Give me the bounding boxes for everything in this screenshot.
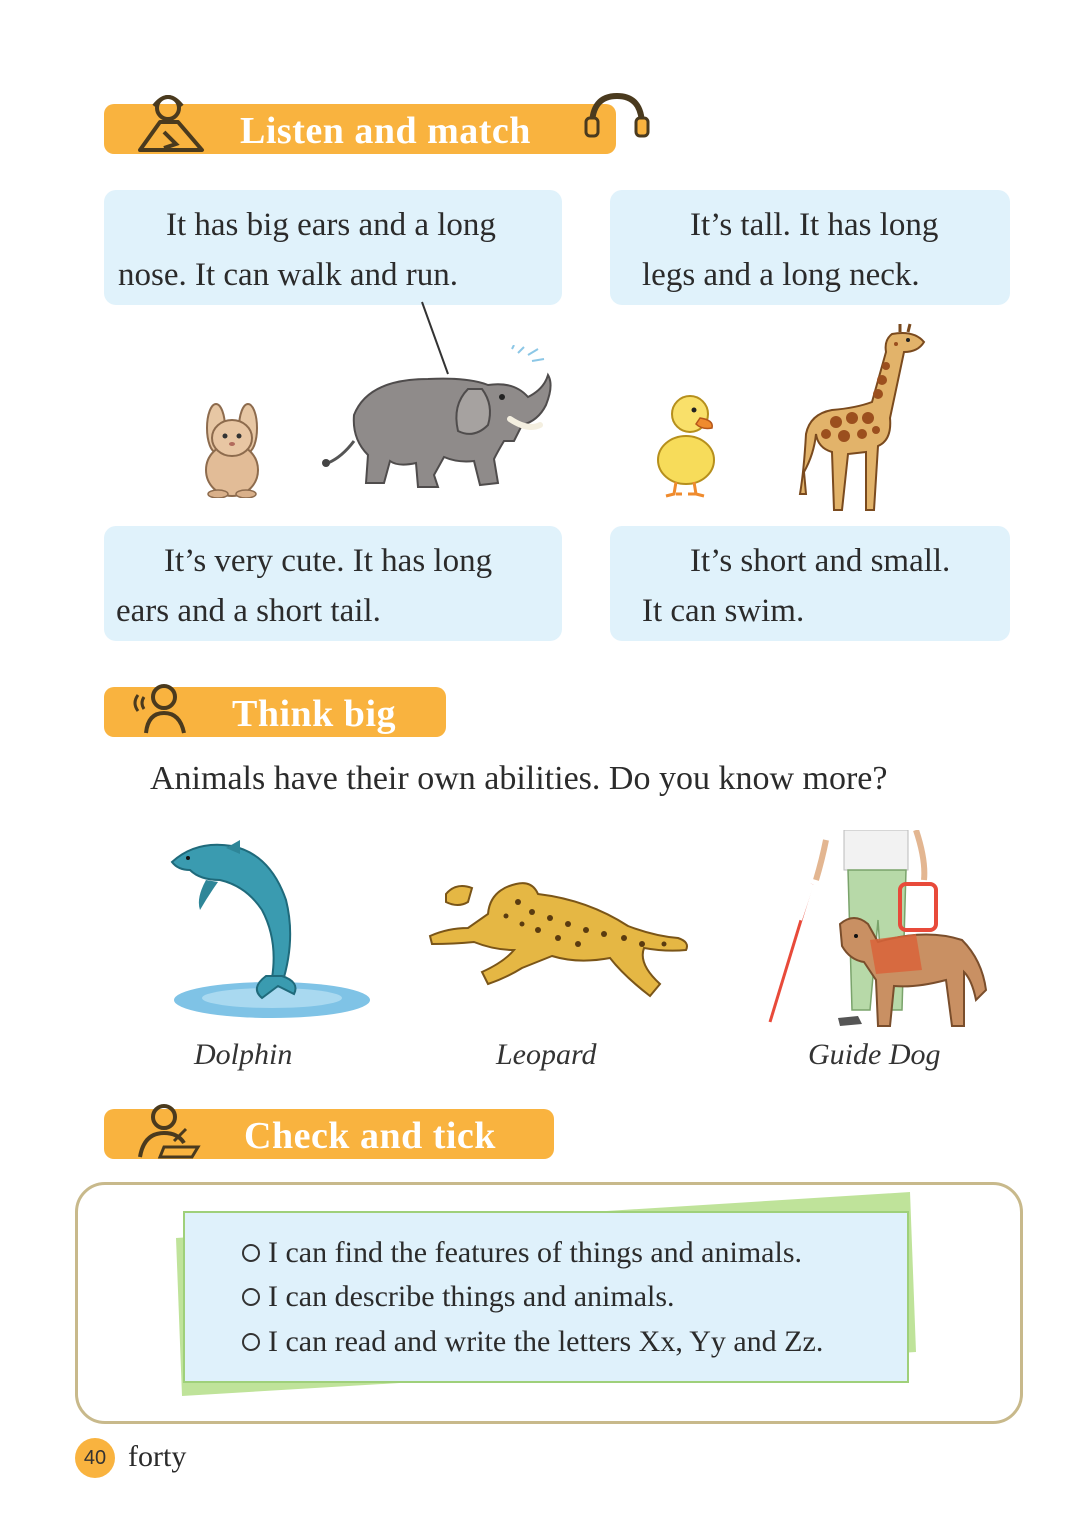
- duck-illustration: [652, 390, 720, 498]
- listen-title: Listen and match: [240, 110, 531, 152]
- checklist-item[interactable]: I can describe things and animals.: [242, 1280, 675, 1314]
- bubble-giraffe: It’s tall. It has long legs and a long neck.: [610, 190, 1010, 305]
- elephant-illustration: [318, 345, 554, 495]
- guide-dog-illustration: [766, 830, 992, 1030]
- bubble-elephant: It has big ears and a long nose. It can walk and run.: [104, 190, 562, 305]
- tick-circle[interactable]: [242, 1288, 260, 1306]
- page-word: forty: [128, 1440, 187, 1473]
- think-banner: [104, 687, 446, 737]
- tick-circle[interactable]: [242, 1333, 260, 1351]
- leopard-illustration: [428, 872, 692, 1002]
- bubble-rabbit: It’s very cute. It has long ears and a short tail.: [104, 526, 562, 641]
- caption-leopard: Leopard: [496, 1038, 597, 1071]
- bubble-duck: It’s short and small. It can swim.: [610, 526, 1010, 641]
- checklist-item[interactable]: I can find the features of things and animals.: [242, 1236, 802, 1270]
- checklist-item[interactable]: I can read and write the letters Xx, Yy and Zz.: [242, 1325, 823, 1359]
- rabbit-illustration: [196, 398, 268, 498]
- speaking-person-icon: [130, 681, 192, 737]
- check-banner: [104, 1109, 554, 1159]
- listen-banner: [104, 104, 616, 154]
- writing-person-icon: [134, 1103, 204, 1161]
- check-title: Check and tick: [244, 1115, 496, 1157]
- dolphin-illustration: [166, 840, 372, 1024]
- listen-person-icon: [134, 92, 210, 156]
- think-title: Think big: [232, 693, 396, 735]
- page-number: 40: [75, 1438, 115, 1478]
- tick-circle[interactable]: [242, 1244, 260, 1262]
- caption-guide-dog: Guide Dog: [808, 1038, 941, 1071]
- headphones-icon: [584, 92, 650, 138]
- caption-dolphin: Dolphin: [194, 1038, 293, 1071]
- giraffe-illustration: [796, 322, 928, 514]
- think-question: Animals have their own abilities. Do you know more?: [150, 760, 888, 797]
